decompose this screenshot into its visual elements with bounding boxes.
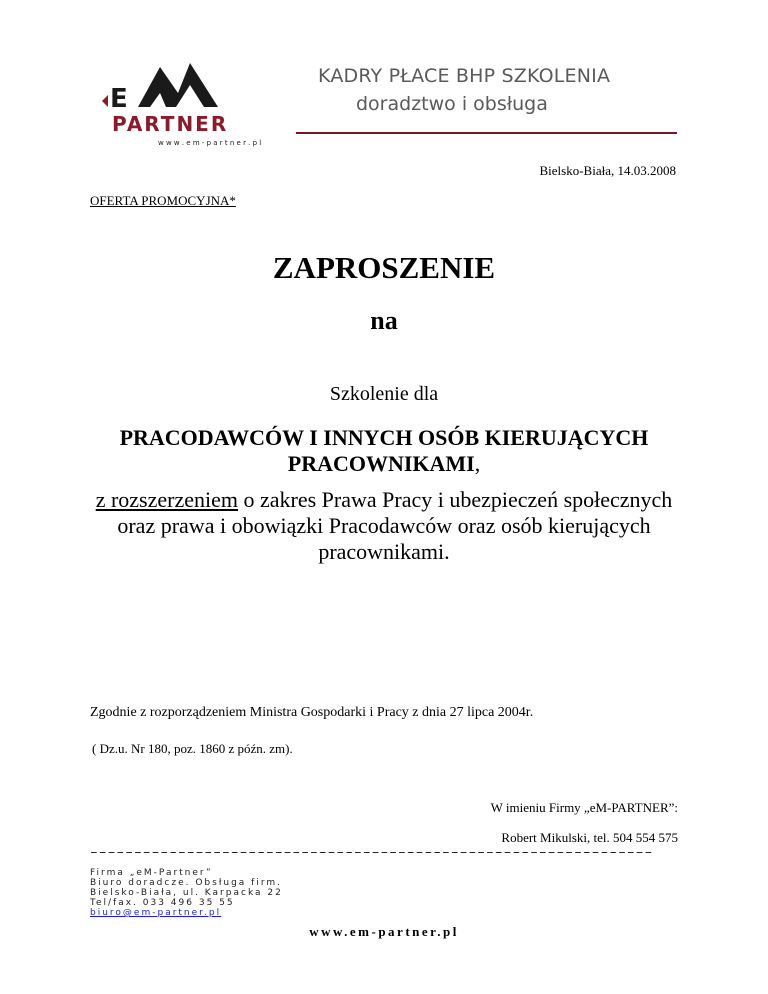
footer-firm-name: Firma „eM-Partner” [90, 868, 213, 878]
logo-word-partner: PARTNER [112, 112, 229, 136]
tagline-subtitle: doradztwo i obsługa [356, 93, 548, 115]
training-label: Szkolenie dla [329, 383, 439, 405]
regulation-reference: ( Dz.u. Nr 180, poz. 1860 z późn. zm). [92, 741, 293, 756]
footer-email-link[interactable]: biuro@em-partner.pl [90, 908, 222, 918]
footer-phone: Tel/fax. 033 496 35 55 [90, 898, 235, 908]
extension-underlined: z rozszerzeniem [95, 487, 238, 512]
logo-letter-e: E [110, 84, 128, 114]
company-logo [100, 55, 300, 150]
document-title: ZAPROSZENIE [272, 250, 496, 285]
title-connector: na [370, 306, 398, 335]
letter-date: Bielsko-Biała, 14.03.2008 [539, 163, 676, 178]
audience-heading [80, 425, 688, 477]
scope-extension [80, 487, 688, 565]
regulation-text: Zgodnie z rozporządzeniem Ministra Gospodarki i Pracy z dnia 27 lipca 2004r. [90, 705, 534, 720]
signature-intro: W imieniu Firmy „eM-PARTNER”: [490, 800, 678, 815]
logo-site: w w w . e m - p a r t n e r . p l [158, 139, 262, 147]
extension-rest: o zakres Prawa Pracy i ubezpieczeń społecznych oraz prawa i obowiązki Pracodawców oraz osób kierujących pracownikami. [117, 487, 673, 564]
footer-website[interactable]: www.em-partner.pl [309, 924, 459, 939]
offer-label: OFERTA PROMOCYJNA* [90, 193, 236, 208]
footer-company-info [90, 868, 283, 918]
header-divider [296, 132, 677, 134]
logo-mountains-graphic [100, 55, 300, 150]
audience-text: PRACODAWCÓW I INNYCH OSÓB KIERUJĄCYCH PRACOWNIKAMI [119, 425, 649, 476]
header-tagline [318, 65, 610, 115]
footer-firm-desc: Biuro doradcze. Obsługa firm. [90, 878, 283, 888]
audience-comma: , [474, 451, 481, 476]
footer-address: Bielsko-Biała, ul. Karpacka 22 [90, 888, 283, 898]
signature-contact: Robert Mikulski, tel. 504 554 575 [501, 830, 678, 845]
footer-separator: –––––––––––––––––––––––––––––––––––––––––––––––––––––––––––––––– [90, 845, 654, 857]
tagline-services: KADRY PŁACE BHP SZKOLENIA [318, 65, 611, 87]
